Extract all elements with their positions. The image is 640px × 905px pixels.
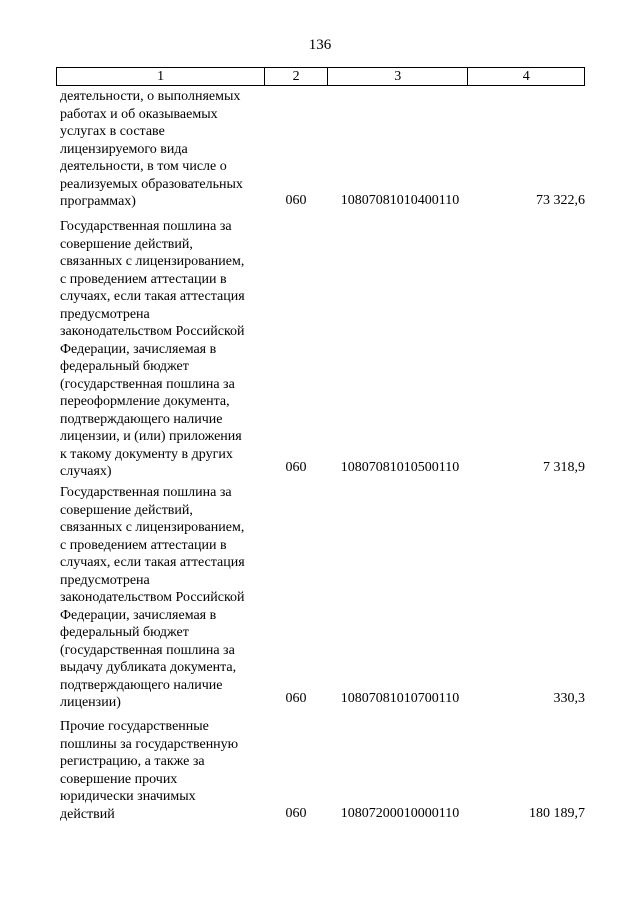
- row-description: Прочие государственные пошлины за государственную регистрацию, а также за совершение прочих юридически значимых действий: [60, 719, 239, 822]
- row-amount: 330,3: [553, 691, 585, 706]
- header-col-1: 1: [57, 68, 265, 85]
- header-col-3: 3: [328, 68, 468, 85]
- header-col-2: 2: [265, 68, 328, 85]
- row-description: деятельности, о выполняемых работах и об оказываемых услугах в составе лицензируемого вида деятельности, в том числе о реализуемых образовательных программах): [60, 89, 243, 209]
- table-header: [56, 67, 585, 86]
- row-kbk-code: 10807200010000110: [340, 806, 460, 821]
- row-amount: 73 322,6: [536, 193, 585, 208]
- table-row: [57, 88, 585, 210]
- table-row: [57, 484, 585, 712]
- row-kbk-code: 10807081010700110: [340, 691, 460, 706]
- row-amount: 180 189,7: [529, 806, 585, 821]
- row-amount: 7 318,9: [543, 460, 585, 475]
- table-row: [57, 218, 585, 480]
- row-kbk-code: 10807081010500110: [340, 460, 460, 475]
- row-admin-code: 060: [285, 691, 307, 706]
- page-number: 136: [308, 37, 332, 53]
- row-admin-code: 060: [285, 193, 307, 208]
- row-kbk-code: 10807081010400110: [340, 193, 460, 208]
- row-description: Государственная пошлина за совершение действий, связанных с лицензированием, с проведением аттестации в случаях, если такая аттестация предусмотрена законодательством Российской Федерации, зачисляемая в федеральный бюджет (государственная пошлина за выдачу дубликата документа, подтверждающего наличие лицензии): [60, 485, 245, 710]
- header-col-4: 4: [522, 69, 530, 84]
- table-row: [57, 718, 585, 828]
- row-admin-code: 060: [285, 806, 307, 821]
- row-description: Государственная пошлина за совершение действий, связанных с лицензированием, с проведением аттестации в случаях, если такая аттестация предусмотрена законодательством Российской Федерации, зачисляемая в федеральный бюджет (государственная пошлина за переоформление документа, подтверждающего наличие лицензии, и (или) приложения к такому документу в других случаях): [60, 219, 245, 479]
- row-admin-code: 060: [285, 460, 307, 475]
